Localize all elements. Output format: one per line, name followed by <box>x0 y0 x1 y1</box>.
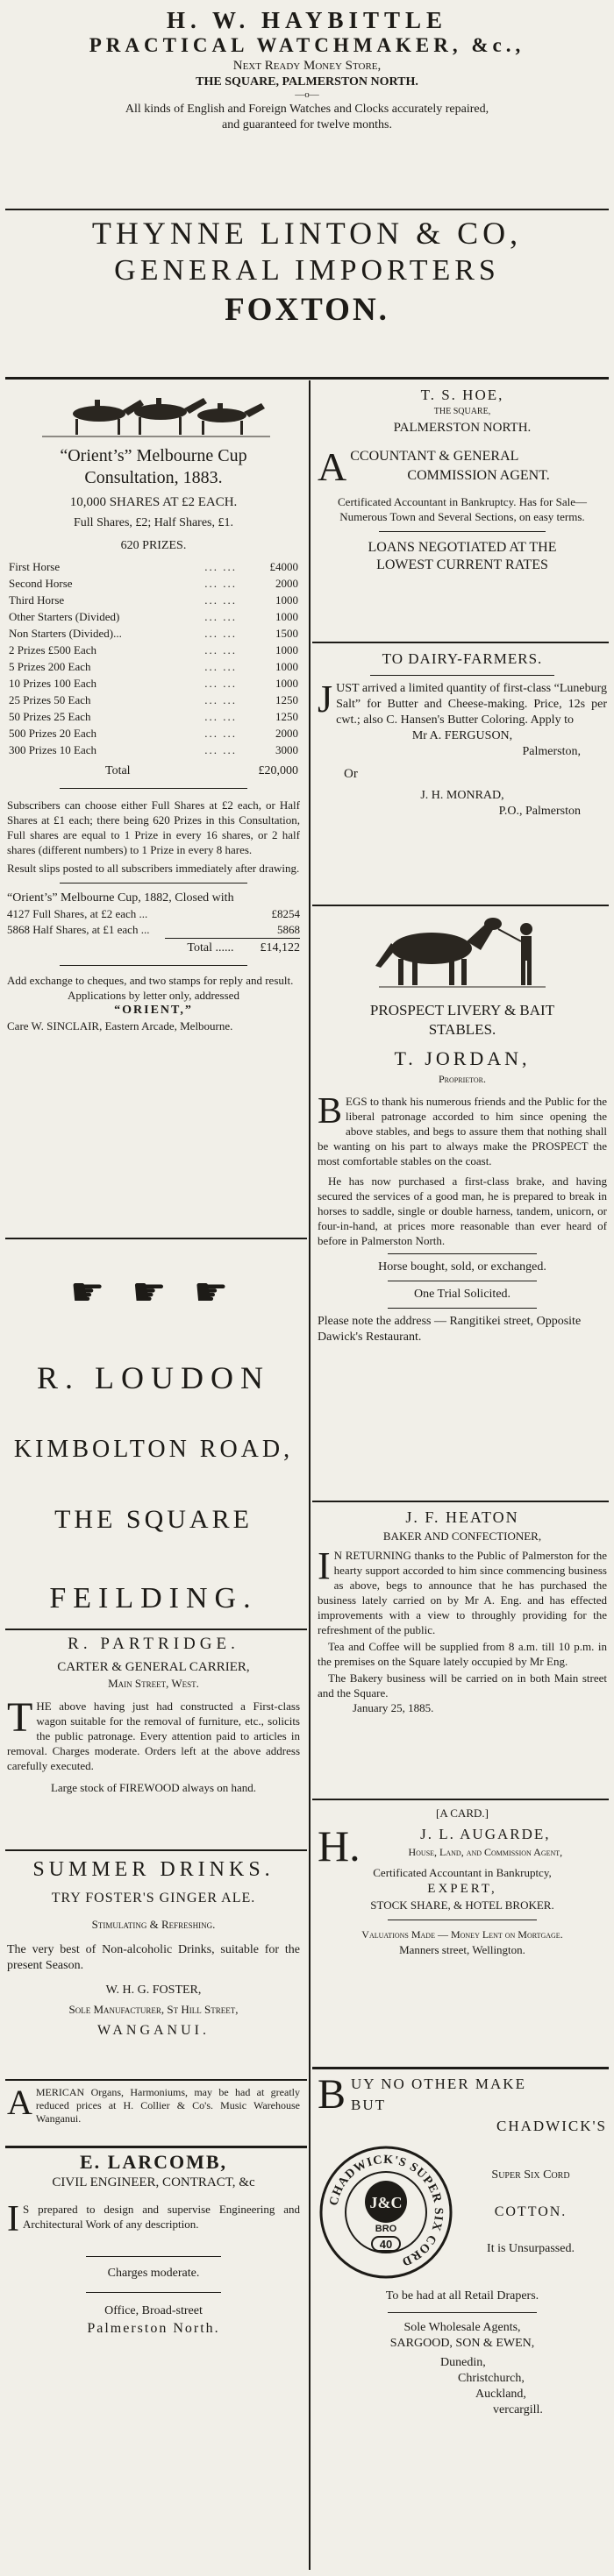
oriental-care: Care W. SINCLAIR, Eastern Arcade, Melbourne. <box>7 1018 233 1033</box>
leader-dots: ... ... <box>204 577 237 591</box>
prize-total-row <box>9 763 298 779</box>
drop-cap: I <box>7 2199 19 2239</box>
prize-total-label: Total <box>105 764 131 778</box>
foster-ad <box>7 1856 300 2076</box>
partridge-street: Main Street, West. <box>108 1677 199 1690</box>
dairy-head: TO DAIRY-FARMERS. <box>382 650 543 667</box>
chadwick-retail: To be had at all Retail Drapers. <box>385 2289 539 2303</box>
prize-amount: 1000 <box>275 643 298 657</box>
haybittle-line1: All kinds of English and Foreign Watches and Clocks accurately repaired, <box>125 103 489 116</box>
haybittle-line2: and guaranteed for twelve months. <box>222 117 392 131</box>
prize-row <box>7 642 300 658</box>
prize-label: First Horse <box>9 560 61 574</box>
augarde-street: Manners street, Wellington. <box>399 1943 525 1956</box>
hoe-loans2: LOWEST CURRENT RATES <box>376 557 548 572</box>
divider-rule <box>312 2067 609 2069</box>
prize-table <box>7 558 300 758</box>
leader-dots: ... ... <box>204 743 237 757</box>
partridge-name: R. PARTRIDGE. <box>68 1635 239 1653</box>
haybittle-divider: —o— <box>295 89 319 101</box>
chadwick-c3: Auckland, <box>475 2388 526 2401</box>
prize-label: Other Starters (Divided) <box>9 610 120 624</box>
heaton-ad <box>318 1508 607 1797</box>
chadwick-p1: Super Six Cord <box>491 2168 570 2182</box>
oriental-title1: “Orient’s” Melbourne Cup <box>60 445 247 465</box>
prize-label: 50 Prizes 25 Each <box>9 710 91 724</box>
partridge-trade: CARTER & GENERAL CARRIER, <box>57 1660 250 1674</box>
divider-rule <box>312 642 609 643</box>
chadwick-head2: BUT <box>351 2097 387 2113</box>
divider-rule <box>5 2146 307 2148</box>
chadwick-p3: It is Unsurpassed. <box>487 2242 575 2255</box>
oriental-cup1882: “Orient’s” Melbourne Cup, 1882, Closed with <box>7 891 234 905</box>
chadwick-firm: SARGOOD, SON & EWEN, <box>389 2337 535 2350</box>
leader-dots: ... ... <box>204 727 237 741</box>
prize-amount: 2000 <box>275 577 298 591</box>
leader-dots: ... ... <box>204 593 237 607</box>
prize-label: 500 Prizes 20 Each <box>9 727 97 741</box>
augarde-line1: House, Land, and Commission Agent, <box>408 1846 563 1858</box>
divider-rule <box>60 788 247 789</box>
prize-amount: 1250 <box>275 693 298 707</box>
organs-text: MERICAN Organs, Harmoniums, may be had at greatly reduced prices at H. Collier & Co's. Music Warehouse Wanganui. <box>35 2086 300 2125</box>
augarde-line2: Certificated Accountant in Bankruptcy, <box>373 1866 552 1879</box>
divider-rule <box>5 1629 307 1630</box>
result-total: £14,122 <box>260 940 300 954</box>
prize-amount: 3000 <box>275 743 298 757</box>
seal-bro: BRO <box>375 2224 397 2234</box>
prize-row <box>7 658 300 675</box>
prize-label: Second Horse <box>9 577 73 591</box>
hoe-name: T. S. HOE, <box>420 387 504 403</box>
pointing-hands-icon: ☛ ☛ ☛ <box>69 1271 238 1314</box>
horse-and-groom-icon <box>318 912 607 992</box>
augarde-name: J. L. AUGARDE, <box>420 1826 551 1842</box>
prize-amount: 1250 <box>275 710 298 724</box>
prize-label: Non Starters (Divided)... <box>9 627 122 641</box>
prize-label: 10 Prizes 100 Each <box>9 677 97 691</box>
result-label: 4127 Full Shares, at £2 each ... <box>7 906 148 920</box>
augarde-line3: EXPERT, <box>427 1882 497 1896</box>
leader-dots: ... ... <box>204 677 237 691</box>
drop-cap: H. <box>318 1821 361 1870</box>
result-row <box>7 906 300 922</box>
hoe-head1: CCOUNTANT & GENERAL <box>350 449 519 464</box>
column-divider <box>309 380 311 2570</box>
oriental-subscribers: Subscribers can choose either Full Shares at £2 each, or Half Shares at £1 each; there being 620 Prizes in this Consultation, Full shares are equal to 1 Prize in every 16 shares, or 2 half shares (different numbers) to 1 Prize in every 8 hares. <box>7 798 300 856</box>
divider-rule <box>60 965 247 966</box>
prize-amount: 1000 <box>275 660 298 674</box>
prize-row <box>7 625 300 642</box>
organs-ad <box>7 2086 300 2142</box>
dairy-contact1: Mr A. FERGUSON, <box>411 729 513 742</box>
heaton-date: January 25, 1885. <box>353 1701 434 1714</box>
divider-rule <box>60 883 247 884</box>
oriental-applications: Applications by letter only, addressed <box>68 988 239 1002</box>
livery-name: T. JORDAN, <box>394 1047 531 1069</box>
result-amount: £8254 <box>271 906 300 920</box>
prize-label: 2 Prizes £500 Each <box>9 643 97 657</box>
result-label: 5868 Half Shares, at £1 each ... <box>7 922 150 936</box>
drop-cap: A <box>318 444 347 489</box>
loudon-name: R. LOUDON <box>37 1360 270 1395</box>
prize-label: 5 Prizes 200 Each <box>9 660 91 674</box>
hoe-body: Certificated Accountant in Bankruptcy. Has for Sale—Numerous Town and Several Sections, on easy terms. <box>338 495 587 523</box>
dairy-ad <box>318 649 607 903</box>
divider-rule <box>5 2079 307 2081</box>
livery-horse: Horse bought, sold, or exchanged. <box>378 1260 546 1274</box>
livery-ad <box>318 912 607 1499</box>
divider-rule <box>312 1799 609 1800</box>
result-amount: 5868 <box>277 922 300 936</box>
prize-row <box>7 592 300 608</box>
augarde-card: [A CARD.] <box>436 1806 489 1820</box>
drop-cap: T <box>7 1694 33 1741</box>
dairy-body: UST arrived a limited quantity of first-class “Luneburg Salt” for Butter and Cheese-making. Price, 12s per cwt.; also C. Hansen's Butter Coloring. Apply to <box>336 682 607 727</box>
oriental-full: Full Shares, £2; Half Shares, £1. <box>74 516 233 530</box>
chadwick-c4: vercargill. <box>493 2403 543 2416</box>
prize-amount: 1000 <box>275 610 298 624</box>
prize-label: Third Horse <box>9 593 65 607</box>
prize-amount: 1000 <box>275 593 298 607</box>
larcomb-charges: Charges moderate. <box>107 2267 200 2280</box>
chadwick-head1: UY NO OTHER MAKE <box>351 2076 526 2092</box>
chadwick-head3: CHADWICK'S <box>496 2118 607 2134</box>
prize-amount: £4000 <box>269 560 298 574</box>
hoe-head2: COMMISSION AGENT. <box>407 468 550 483</box>
seal-monogram: J&C <box>369 2194 403 2211</box>
oriental-exchange: Add exchange to cheques, and two stamps for reply and result. <box>7 973 294 987</box>
dairy-place1: Palmerston, <box>522 745 581 758</box>
chadwick-agents: Sole Wholesale Agents, <box>403 2321 521 2334</box>
divider-rule <box>5 377 609 380</box>
haybittle-ad <box>9 7 605 132</box>
prize-row <box>7 608 300 625</box>
leader-dots: ... ... <box>204 660 237 674</box>
larcomb-town: Palmerston North. <box>87 2321 220 2336</box>
foster-ginger: TRY FOSTER'S GINGER ALE. <box>51 1891 256 1905</box>
result-row <box>7 922 300 938</box>
leader-dots: ... ... <box>204 643 237 657</box>
chadwick-p2: COTTON. <box>494 2204 568 2219</box>
leader-dots: ... ... <box>204 693 237 707</box>
haybittle-address1: Next Ready Money Store, <box>232 59 382 73</box>
oriental-result-slips: Result slips posted to all subscribers immediately after drawing. <box>7 861 300 875</box>
thynne-ad <box>5 214 609 331</box>
racehorses-icon <box>7 386 300 440</box>
oriental-ad <box>7 386 300 1236</box>
seal-ring-text: CHADWICK'S SUPER SIX CORD <box>327 2153 446 2268</box>
augarde-ad <box>318 1806 607 2060</box>
divider-rule <box>379 531 546 532</box>
livery-body1: EGS to thank his numerous friends and the Public for the liberal patronage accorded to him since opening the above stables, and begs to assure them that nothing shall be wanting on his part to always make the PROSPECT the most comfortable stables on the coast. <box>318 1094 607 1167</box>
divider-rule <box>5 1238 307 1239</box>
thynne-name: THYNNE LINTON & CO, <box>91 216 523 251</box>
prize-label: 25 Prizes 50 Each <box>9 693 91 707</box>
drop-cap: B <box>318 1090 343 1132</box>
partridge-firewood: Large stock of FIREWOOD always on hand. <box>50 1781 257 1794</box>
leader-dots: ... ... <box>204 610 237 624</box>
livery-notice: Please note the address — Rangitikei street, Opposite Dawick's Restaurant. <box>318 1314 582 1344</box>
foster-body: The very best of Non-alcoholic Drinks, suitable for the present Season. <box>7 1943 300 1972</box>
chadwick-cotton-seal-icon <box>318 2144 454 2281</box>
hoe-ad <box>318 386 607 640</box>
heaton-body3: The Bakery business will be carried on in both Main street and the Square. <box>318 1671 607 1700</box>
foster-tag: Stimulating & Refreshing. <box>91 1918 216 1931</box>
haybittle-trade: PRACTICAL WATCHMAKER, &c., <box>89 34 525 56</box>
oriental-prizes-head: 620 PRIZES. <box>120 538 187 552</box>
partridge-ad <box>7 1634 300 1844</box>
loudon-road: KIMBOLTON ROAD, <box>13 1436 294 1463</box>
larcomb-office: Office, Broad-street <box>104 2304 203 2317</box>
augarde-line4: STOCK SHARE, & HOTEL BROKER. <box>370 1898 554 1912</box>
prize-row <box>7 558 300 575</box>
oriental-shares: 10,000 SHARES AT £2 EACH. <box>69 494 238 509</box>
thynne-place: FOXTON. <box>225 292 389 328</box>
divider-rule <box>370 675 554 676</box>
divider-rule <box>86 2256 221 2257</box>
loudon-square: THE SQUARE <box>54 1505 253 1534</box>
heaton-body1: N RETURNING thanks to the Public of Palmerston for the hearty support accorded to him since commencing business as above, begs to announce that he has purchased the business lately carried on by Mr A. Eng. and has effected improvements with a view to throughly providing for the refreshment of the public. <box>318 1549 607 1636</box>
prize-amount: 1500 <box>275 627 298 641</box>
divider-rule <box>5 1849 307 1851</box>
divider-rule <box>388 1253 537 1254</box>
leader-dots: ... ... <box>204 710 237 724</box>
dairy-contact2: J. H. MONRAD, <box>420 789 504 802</box>
hoe-heading <box>318 444 607 489</box>
drop-cap: J <box>318 678 333 720</box>
prize-row <box>7 742 300 758</box>
drop-cap: I <box>318 1544 331 1587</box>
drop-cap: A <box>7 2086 32 2122</box>
hoe-sub: THE SQUARE, <box>433 407 491 416</box>
livery-head1: PROSPECT LIVERY & BAIT <box>369 1001 555 1018</box>
prize-row <box>7 725 300 742</box>
leader-dots: ... ... <box>204 627 237 641</box>
larcomb-trade: CIVIL ENGINEER, CONTRACT, &c <box>52 2175 255 2189</box>
oriental-addressee: “ORIENT,” <box>114 1003 193 1017</box>
haybittle-name: H. W. HAYBITTLE <box>166 7 448 33</box>
larcomb-ad <box>7 2151 300 2570</box>
prize-row <box>7 575 300 592</box>
divider-rule <box>312 1501 609 1502</box>
heaton-trade: BAKER AND CONFECTIONER, <box>382 1529 542 1543</box>
leader-dots: ... ... <box>204 560 237 574</box>
heaton-name: J. F. HEATON <box>405 1508 519 1526</box>
foster-maker: Sole Manufacturer, St Hill Street, <box>68 2003 239 2016</box>
loudon-ad <box>7 1245 300 1622</box>
loudon-town: FEILDING. <box>49 1582 258 1614</box>
haybittle-address2: THE SQUARE, PALMERSTON NORTH. <box>196 75 418 89</box>
divider-rule <box>86 2292 221 2293</box>
foster-town: WANGANUI. <box>97 2023 210 2038</box>
augarde-valuations: Valuations Made — Money Lent on Mortgage. <box>361 1928 563 1941</box>
livery-trial: One Trial Solicited. <box>413 1287 511 1301</box>
livery-role: Proprietor. <box>439 1072 486 1085</box>
divider-rule <box>5 209 609 210</box>
drop-cap: B <box>318 2074 348 2118</box>
divider-rule <box>312 905 609 906</box>
hoe-town: PALMERSTON NORTH. <box>393 421 532 435</box>
livery-head2: STABLES. <box>428 1020 496 1038</box>
hoe-loans1: LOANS NEGOTIATED AT THE <box>368 540 557 555</box>
foster-head: SUMMER DRINKS. <box>32 1858 275 1881</box>
heaton-body2: Tea and Coffee will be supplied from 8 a.m. till 10 p.m. in the premises on the Square lately occupied by Mr Eng. <box>318 1640 607 1668</box>
prize-row <box>7 675 300 692</box>
divider-rule <box>388 2312 537 2313</box>
foster-name: W. H. G. FOSTER, <box>105 1983 202 1997</box>
seal-number: 40 <box>379 2238 393 2251</box>
chadwick-c2: Christchurch, <box>458 2372 525 2385</box>
result-total-label: Total ...... <box>187 940 234 954</box>
oriental-title2: Consultation, 1883. <box>84 467 223 487</box>
dairy-or: Or <box>344 767 358 781</box>
result-total-row <box>165 938 300 958</box>
prize-row <box>7 708 300 725</box>
partridge-body-para <box>7 1694 300 1773</box>
larcomb-body: S prepared to design and supervise Engineering and Architectural Work of any description. <box>23 2203 300 2231</box>
prize-amount: 2000 <box>275 727 298 741</box>
livery-body2: He has now purchased a first-class brake, and having secured the services of a good man, he is prepared to break in horses to saddle, single or double harness, tandem, unicorn, or four-in-hand, at prices more reasonable than ever heard of before in Palmerston North. <box>318 1174 607 1247</box>
thynne-trade: GENERAL IMPORTERS <box>114 254 500 287</box>
prize-total: £20,000 <box>258 764 298 778</box>
divider-rule <box>388 1308 537 1309</box>
prize-row <box>7 692 300 708</box>
prize-label: 300 Prizes 10 Each <box>9 743 97 757</box>
partridge-body: HE above having just had constructed a First-class wagon suitable for the removal of furniture, etc., solicits the public patronage. Every attention paid to articles in removal. Charges moderate. Orders left at the above address carefully executed. <box>7 1700 300 1772</box>
chadwick-ad <box>318 2074 607 2570</box>
chadwick-c1: Dunedin, <box>440 2356 486 2369</box>
prize-amount: 1000 <box>275 677 298 691</box>
dairy-place2: P.O., Palmerston <box>498 805 581 818</box>
larcomb-name: E. LARCOMB, <box>79 2151 228 2173</box>
